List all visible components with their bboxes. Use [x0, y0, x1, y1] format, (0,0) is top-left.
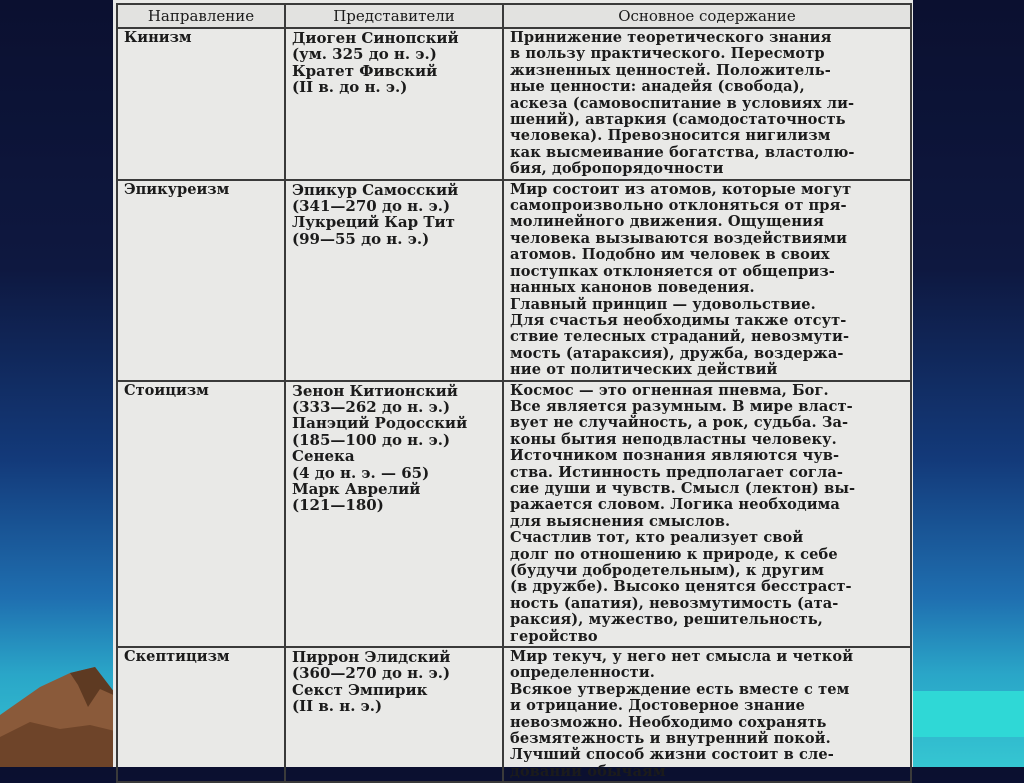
- representative-line: (341—270 до н. э.): [292, 197, 451, 216]
- content-cell: [503, 647, 911, 782]
- representative-line: (360—270 до н. э.): [292, 664, 451, 683]
- content-line: как высмеивание богатства, властолю-: [510, 143, 855, 161]
- representatives-cell: [285, 28, 503, 180]
- table-row: [117, 28, 911, 180]
- table-header-row: [117, 4, 911, 28]
- representative-line: Пиррон Элидский: [292, 648, 451, 667]
- representative-line: (99—55 до н. э.): [292, 229, 430, 248]
- table-row: [117, 647, 911, 782]
- content-line: раксия), мужество, решительность,: [510, 611, 823, 629]
- representative-line: Сенека: [292, 447, 355, 466]
- representatives-cell: [285, 180, 503, 381]
- representative-line: (4 до н. э. — 65): [292, 463, 430, 482]
- direction-cell: Эпикуреизм: [117, 180, 285, 381]
- direction-cell: Скептицизм: [117, 647, 285, 782]
- table-row: [117, 180, 911, 381]
- content-line: мость (атараксия), дружба, воздержа-: [510, 344, 844, 362]
- content-line: человека). Превозносится нигилизм: [510, 127, 831, 145]
- content-line: нанных канонов поведения.: [510, 279, 755, 297]
- representative-line: (II в. до н. э.): [292, 78, 408, 97]
- content-line: определенности.: [510, 664, 655, 682]
- direction-cell: Стоицизм: [117, 381, 285, 648]
- content-line: Мир текуч, у него нет смысла и четкой: [510, 648, 854, 666]
- content-line: Источником познания являются чув-: [510, 447, 840, 465]
- representative-line: Зенон Китионский: [292, 381, 458, 400]
- content-cell: [503, 180, 911, 381]
- content-line: и отрицание. Достоверное знание: [510, 697, 806, 715]
- content-line: Всякое утверждение есть вместе с тем: [510, 680, 850, 698]
- content-cell: [503, 381, 911, 648]
- content-line: невозможно. Необходимо сохранять: [510, 713, 827, 731]
- content-line: безмятежность и внутренний покой.: [510, 730, 831, 748]
- content-line: (в дружбе). Высоко ценятся бесстраст-: [510, 578, 852, 596]
- philosophy-schools-table: [116, 3, 912, 783]
- content-line: вует не случайность, а рок, судьба. За-: [510, 414, 849, 432]
- content-line: ние от политических действий: [510, 361, 778, 379]
- representative-line: Панэций Родосский: [292, 414, 468, 433]
- content-line: поступках отклоняется от общеприз-: [510, 262, 835, 280]
- philosophy-table-document: [113, 0, 913, 780]
- content-line: жизненных ценностей. Положитель-: [510, 61, 831, 79]
- sea-decoration: [912, 691, 1024, 737]
- representatives-cell: [285, 381, 503, 648]
- representative-line: (II в. н. э.): [292, 697, 383, 716]
- content-line: долг по отношению к природе, к себе: [510, 545, 838, 563]
- content-line: Все является разумным. В мире власт-: [510, 397, 853, 415]
- content-line: в пользу практического. Пересмотр: [510, 45, 825, 63]
- representative-line: Эпикур Самосский: [292, 180, 459, 199]
- content-line: для выяснения смыслов.: [510, 512, 731, 530]
- content-line: ные ценности: анадейя (свобода),: [510, 78, 805, 96]
- representative-line: (ум. 325 до н. э.): [292, 45, 437, 64]
- representative-line: Кратет Фивский: [292, 61, 438, 80]
- content-line: шений), автаркия (самодостаточность: [510, 111, 846, 129]
- content-line: (будучи добродетельным), к другим: [510, 562, 824, 579]
- content-line: Главный принцип — удовольствие.: [510, 295, 816, 313]
- content-line: ность (апатия), невозмутимость (ата-: [510, 594, 839, 612]
- content-line: коны бытия неподвластны человеку.: [510, 430, 837, 448]
- content-line: Мир состоит из атомов, которые могут: [510, 180, 852, 198]
- content-line: Космос — это огненная пневма, Бог.: [510, 381, 829, 399]
- direction-cell: Кинизм: [117, 28, 285, 180]
- header-representatives: Представители: [285, 4, 503, 28]
- content-line: самопроизвольно отклоняться от пря-: [510, 197, 847, 215]
- content-line: молинейного движения. Ощущения: [510, 213, 824, 231]
- representative-line: (333—262 до н. э.): [292, 397, 451, 416]
- header-direction: Направление: [117, 4, 285, 28]
- content-cell: [503, 28, 911, 180]
- content-line: довании обычаям: [510, 762, 666, 780]
- representative-line: Лукреций Кар Тит: [292, 213, 455, 232]
- representative-line: Диоген Синопский: [292, 29, 459, 47]
- content-line: сие души и чувств. Смысл (лектон) вы-: [510, 479, 856, 497]
- content-line: Принижение теоретического знания: [510, 29, 832, 46]
- representative-line: Секст Эмпирик: [292, 680, 428, 699]
- content-line: геройство: [510, 627, 598, 645]
- content-line: Лучший способ жизни состоит в сле-: [510, 746, 834, 764]
- content-line: ствие телесных страданий, невозмути-: [510, 328, 850, 346]
- representative-line: Марк Аврелий: [292, 479, 421, 498]
- content-line: атомов. Подобно им человек в своих: [510, 246, 830, 264]
- content-line: человека вызываются воздействиями: [510, 229, 848, 247]
- table-row: [117, 381, 911, 648]
- content-line: ства. Истинность предполагает согла-: [510, 463, 844, 481]
- content-line: аскеза (самовоспитание в условиях ли-: [510, 94, 855, 112]
- content-line: Для счастья необходимы также отсут-: [510, 311, 847, 329]
- representative-line: (185—100 до н. э.): [292, 430, 451, 449]
- content-line: Счастлив тот, кто реализует свой: [510, 529, 804, 547]
- representatives-cell: [285, 647, 503, 782]
- representative-line: (121—180): [292, 496, 384, 515]
- content-line: бия, добропорядочности: [510, 160, 724, 178]
- header-content: Основное содержание: [503, 4, 911, 28]
- content-line: ражается словом. Логика необходима: [510, 496, 840, 514]
